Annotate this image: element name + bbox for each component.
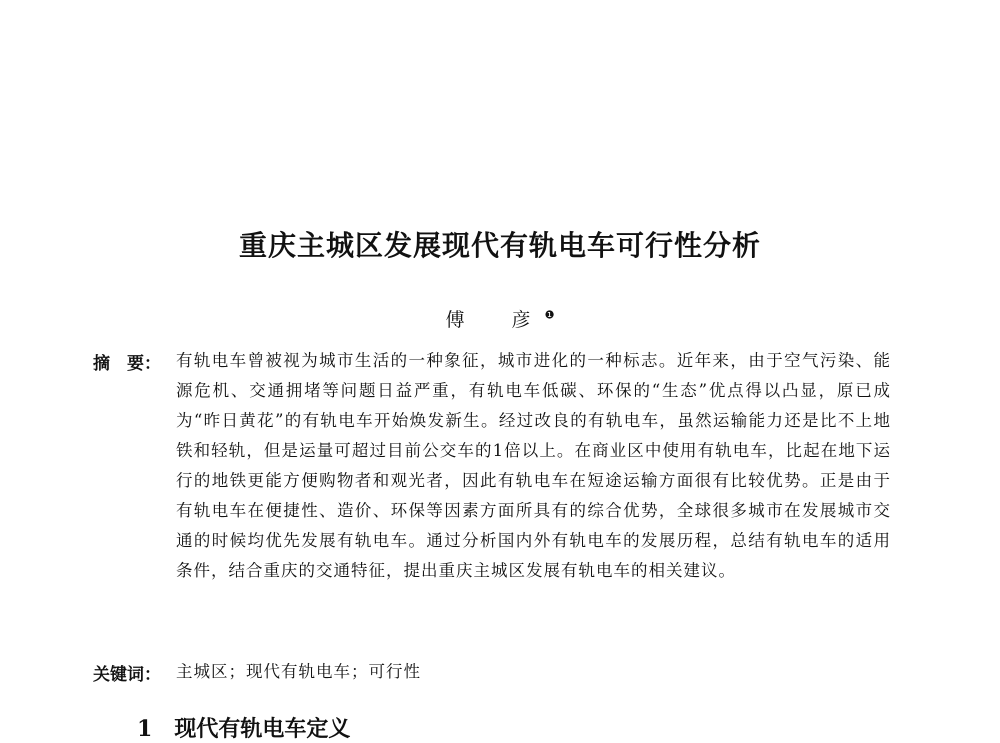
abstract-label: 摘 要：: [93, 354, 161, 374]
keywords-text: 主城区；现代有轨电车；可行性: [176, 662, 421, 681]
author-name: [0, 305, 1000, 332]
author-footnote-marker: ❶: [544, 308, 555, 322]
section-title: 现代有轨电车定义: [174, 717, 351, 742]
keywords-label: 关键词：: [93, 665, 161, 685]
paper-title: 重庆主城区发展现代有轨电车可行性分析: [238, 229, 761, 262]
author-text: 傅 彦: [445, 309, 545, 331]
section-heading: [137, 712, 350, 743]
section-number: 1: [137, 716, 153, 742]
abstract-text: 有轨电车曾被视为城市生活的一种象征，城市进化的一种标志。近年来，由于空气污染、能源危机、交通拥堵等问题日益严重，有轨电车低碳、环保的“生态”优点得以凸显，原已成为“昨日黄花”的有轨电车开始焕发新生。经过改良的有轨电车，虽然运输能力还是比不上地铁和轻轨，但是运量可超过目前公交车的1倍以上。在商业区中使用有轨电车，比起在地下运行的地铁更能方便购物者和观光者，因此有轨电车在短途运输方面很有比较优势。正是由于有轨电车在便捷性、造价、环保等因素方面所具有的综合优势，全球很多城市在发展城市交通的时候均优先发展有轨电车。通过分析国内外有轨电车的发展历程，总结有轨电车的适用条件，结合重庆的交通特征，提出重庆主城区发展有轨电车的相关建议。: [176, 351, 891, 580]
